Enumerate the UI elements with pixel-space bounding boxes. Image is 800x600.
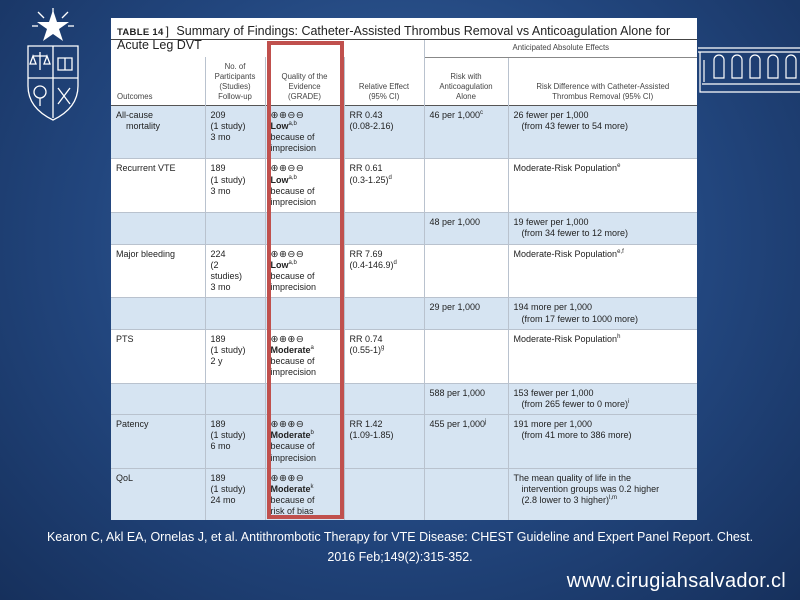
table-row: [111, 105, 697, 159]
table-row: [111, 298, 697, 329]
cell-participants: [205, 213, 265, 244]
relative-effect-line: [350, 175, 420, 186]
cell-relative-effect: [344, 213, 424, 244]
cell-quality: [265, 414, 344, 468]
table-row: [111, 329, 697, 383]
header-line: (Studies): [219, 81, 251, 91]
risk-difference-text: Moderate-Risk Population: [513, 248, 618, 259]
risk-difference-text: The mean quality of life in the: [513, 472, 632, 483]
risk-difference-line: [514, 473, 694, 484]
table-row: [111, 244, 697, 298]
cell-participants-line: 189: [210, 472, 226, 483]
header-line: Risk with: [450, 71, 482, 81]
cell-quality: [265, 213, 344, 244]
cell-risk-difference: [508, 159, 697, 213]
cell-participants: [205, 414, 265, 468]
risk-difference-text: Moderate-Risk Population: [513, 163, 618, 174]
header-participants: [205, 57, 265, 105]
cell-outcome-line: Major bleeding: [116, 248, 176, 259]
cell-outcome-line: PTS: [116, 333, 134, 344]
cell-participants: [205, 244, 265, 298]
cell-relative-effect: [344, 468, 424, 520]
cell-outcome: [111, 414, 205, 468]
header-outcomes: Outcomes: [111, 57, 205, 105]
grade-reason: because of: [270, 131, 315, 142]
footnote-marker: b: [310, 430, 314, 437]
relative-effect-text: (0.3-1.25): [349, 174, 389, 185]
cell-outcome-line: mortality: [126, 120, 161, 131]
cell-quality: [265, 468, 344, 520]
footnote-marker: g: [381, 344, 385, 351]
grade-level: [271, 260, 340, 271]
cell-participants-line: 3 mo: [210, 282, 231, 293]
cell-quality: [265, 105, 344, 159]
grade-reason: because of: [270, 356, 315, 367]
grade-level-text: Moderate: [270, 430, 311, 441]
footnote-marker: c: [480, 109, 484, 116]
relative-effect-text: RR 0.74: [349, 333, 383, 344]
header-line: Anticoagulation: [439, 81, 493, 91]
table-body: [111, 105, 697, 520]
header-line: No. of: [224, 61, 246, 71]
relative-effect-line: [350, 419, 420, 430]
risk-difference-text: 26 fewer per 1,000: [513, 109, 589, 120]
risk-difference-line: [514, 217, 694, 228]
header-line: Thrombus Removal (95% CI): [552, 91, 654, 101]
footnote-marker: k: [310, 483, 314, 490]
risk-difference-line: [514, 399, 694, 410]
header-risk-difference: [508, 57, 697, 105]
grade-reason: because of: [270, 495, 315, 506]
footnote-marker: a,b: [288, 174, 297, 181]
summary-table-panel: [111, 18, 697, 520]
table-row: [111, 159, 697, 213]
grade-level: [271, 345, 340, 356]
risk-difference-line: [514, 495, 694, 506]
table-row: [111, 383, 697, 414]
risk-difference-line: [514, 314, 694, 325]
cell-participants: [205, 468, 265, 520]
grade-reason: because of: [270, 185, 315, 196]
grade-reason: because of: [270, 270, 315, 281]
risk-difference-text: 194 more per 1,000: [513, 302, 593, 313]
grade-symbols: ⊕⊕⊕⊖: [270, 472, 305, 484]
relative-effect-text: (0.55-1): [349, 344, 382, 355]
header-line: Risk Difference with Catheter-Assisted: [536, 81, 670, 91]
table-number: TABLE 14: [117, 27, 164, 38]
relative-effect-text: (0.4-146.9): [349, 259, 394, 270]
footnote-marker: a,b: [288, 259, 297, 266]
header-spacer: [265, 40, 344, 57]
hospital-building-logo: [698, 38, 800, 94]
risk-text: 29 per 1,000: [429, 302, 481, 313]
cell-risk-difference: [508, 105, 697, 159]
grade-reason: imprecision: [270, 282, 317, 293]
risk-difference-line: [514, 302, 694, 313]
relative-effect-line: [350, 249, 420, 260]
header-line: Alone: [456, 91, 476, 101]
cell-participants-line: (1 study): [210, 344, 246, 355]
risk-difference-line: [514, 484, 694, 495]
cell-risk-difference: [508, 468, 697, 520]
risk-difference-line: [514, 163, 694, 174]
risk-difference-line: [514, 228, 694, 239]
risk-difference-text: (from 34 fewer to 12 more): [521, 228, 629, 239]
cell-participants: [205, 159, 265, 213]
cell-outcome-line: All-cause: [116, 109, 154, 120]
relative-effect-text: (0.08-2.16): [349, 120, 394, 131]
cell-outcome-line: Patency: [116, 418, 149, 429]
cell-risk-difference: [508, 244, 697, 298]
cell-risk-anticoagulation: [424, 468, 508, 520]
grade-level-text: Low: [270, 259, 289, 270]
grade-reason: imprecision: [270, 452, 317, 463]
grade-reason: imprecision: [270, 143, 317, 154]
cell-participants-line: 189: [210, 333, 226, 344]
cell-participants-line: 6 mo: [210, 441, 231, 452]
risk-difference-line: [514, 121, 694, 132]
risk-text: 588 per 1,000: [429, 387, 486, 398]
citation-line: 2016 Feb;149(2):315-352.: [327, 550, 473, 564]
cell-participants: [205, 105, 265, 159]
footnote-marker: l,m: [609, 495, 618, 502]
cell-quality: [265, 244, 344, 298]
grade-level-text: Moderate: [270, 344, 311, 355]
table-row: [111, 414, 697, 468]
cell-participants-line: (2: [210, 259, 219, 270]
relative-effect-text: RR 1.42: [349, 418, 383, 429]
risk-difference-text: (from 43 fewer to 54 more): [521, 120, 629, 131]
grade-level: [271, 121, 340, 132]
table-title: Summary of Findings: Catheter-Assisted Thrombus Removal vs Anticoagulation Alone for Acute Leg DVT: [117, 24, 671, 52]
cell-participants-line: (1 study): [210, 430, 246, 441]
grade-level-text: Low: [270, 174, 289, 185]
cell-risk-anticoagulation: [424, 298, 508, 329]
cell-risk-anticoagulation: [424, 414, 508, 468]
footnote-marker: j: [485, 418, 487, 425]
grade-symbols: ⊕⊕⊖⊖: [270, 248, 305, 260]
header-anticipated-effects: Anticipated Absolute Effects: [424, 40, 697, 57]
risk-difference-text: (2.8 lower to 3 higher): [521, 495, 610, 506]
header-line: Participants: [214, 71, 256, 81]
relative-effect-line: [350, 430, 420, 441]
risk-difference-line: [514, 419, 694, 430]
cell-risk-anticoagulation: [424, 329, 508, 383]
grade-level: [271, 175, 340, 186]
grade-level-text: Moderate: [270, 483, 311, 494]
cell-participants-line: 24 mo: [210, 495, 236, 506]
cell-quality: [265, 159, 344, 213]
risk-difference-text: Moderate-Risk Population: [513, 333, 618, 344]
relative-effect-text: RR 0.61: [349, 163, 383, 174]
risk-difference-text: 153 fewer per 1,000: [513, 387, 594, 398]
cell-relative-effect: [344, 298, 424, 329]
university-crest-logo: [18, 8, 88, 126]
cell-outcome: [111, 468, 205, 520]
header-quality: [265, 57, 344, 105]
cell-risk-anticoagulation: [424, 159, 508, 213]
risk-difference-line: [514, 430, 694, 441]
header-spacer: [205, 40, 265, 57]
relative-effect-line: [350, 110, 420, 121]
caption-separator: ]: [165, 24, 169, 38]
grade-reason: risk of bias: [270, 506, 314, 517]
grade-symbols: ⊕⊕⊕⊖: [270, 418, 305, 430]
grade-symbols: ⊕⊕⊖⊖: [270, 109, 305, 121]
cell-risk-difference: [508, 298, 697, 329]
relative-effect-text: RR 0.43: [349, 109, 383, 120]
grade-symbols: ⊕⊕⊕⊖: [270, 333, 305, 345]
header-line: Evidence: [288, 81, 321, 91]
risk-difference-line: [514, 388, 694, 399]
risk-text: 46 per 1,000: [429, 109, 481, 120]
risk-difference-text: (from 41 more to 386 more): [521, 430, 632, 441]
header-line: (95% CI): [368, 91, 400, 101]
risk-difference-line: [514, 110, 694, 121]
footnote-marker: a: [310, 344, 314, 351]
website-url: www.cirugiahsalvador.cl: [566, 570, 786, 592]
cell-participants-line: 209: [210, 109, 226, 120]
cell-risk-difference: [508, 383, 697, 414]
relative-effect-line: [350, 345, 420, 356]
grade-symbols: ⊕⊕⊖⊖: [270, 163, 305, 175]
header-line: Follow-up: [218, 91, 252, 101]
cell-participants-line: 2 y: [210, 356, 223, 367]
grade-level: [271, 430, 340, 441]
cell-relative-effect: [344, 244, 424, 298]
cell-participants: [205, 383, 265, 414]
footnote-marker: e,f: [617, 248, 624, 255]
risk-difference-text: 191 more per 1,000: [513, 418, 593, 429]
table-row: [111, 468, 697, 520]
cell-outcome: [111, 244, 205, 298]
relative-effect-line: [350, 260, 420, 271]
cell-relative-effect: [344, 329, 424, 383]
cell-outcome: [111, 329, 205, 383]
cell-quality: [265, 329, 344, 383]
citation: [10, 527, 790, 567]
header-line: (GRADE): [288, 91, 321, 101]
cell-relative-effect: [344, 159, 424, 213]
cell-participants-line: 224: [210, 248, 226, 259]
cell-risk-difference: [508, 329, 697, 383]
cell-risk-difference: [508, 414, 697, 468]
cell-relative-effect: [344, 383, 424, 414]
cell-outcome: [111, 298, 205, 329]
risk-difference-line: [514, 249, 694, 260]
cell-participants-line: 189: [210, 418, 226, 429]
risk-difference-text: (from 265 fewer to 0 more): [521, 398, 629, 409]
cell-risk-anticoagulation: [424, 383, 508, 414]
relative-effect-line: [350, 163, 420, 174]
grade-level: [271, 484, 340, 495]
header-line: Quality of the: [281, 71, 328, 81]
cell-participants-line: (1 study): [210, 120, 246, 131]
relative-effect-text: (1.09-1.85): [349, 430, 394, 441]
summary-of-findings-table: [111, 40, 697, 520]
relative-effect-text: RR 7.69: [349, 248, 383, 259]
cell-participants-line: 189: [210, 163, 226, 174]
cell-outcome-line: QoL: [116, 472, 134, 483]
cell-participants-line: (1 study): [210, 483, 246, 494]
cell-outcome: [111, 105, 205, 159]
relative-effect-line: [350, 334, 420, 345]
cell-participants: [205, 329, 265, 383]
header-spacer: [344, 40, 424, 57]
cell-risk-difference: [508, 213, 697, 244]
footnote-marker: e: [617, 163, 621, 170]
risk-text: 48 per 1,000: [429, 217, 481, 228]
header-line: Relative Effect: [358, 81, 410, 91]
risk-difference-text: 19 fewer per 1,000: [513, 217, 589, 228]
risk-text: 455 per 1,000: [429, 418, 486, 429]
cell-quality: [265, 298, 344, 329]
cell-outcome: [111, 159, 205, 213]
grade-reason: because of: [270, 441, 315, 452]
footnote-marker: d: [388, 174, 392, 181]
cell-participants-line: 3 mo: [210, 185, 231, 196]
footnote-marker: h: [617, 333, 621, 340]
cell-outcome: [111, 383, 205, 414]
cell-quality: [265, 383, 344, 414]
header-relative-effect: [344, 57, 424, 105]
footnote-marker: a,b: [288, 120, 297, 127]
cell-risk-anticoagulation: [424, 213, 508, 244]
cell-participants-line: studies): [210, 270, 243, 281]
cell-participants: [205, 298, 265, 329]
cell-outcome: [111, 213, 205, 244]
footnote-marker: d: [393, 259, 397, 266]
cell-relative-effect: [344, 414, 424, 468]
footnote-marker: i: [628, 398, 630, 405]
cell-outcome-line: Recurrent VTE: [116, 163, 176, 174]
header-risk-anticoagulation: [424, 57, 508, 105]
risk-difference-text: intervention groups was 0.2 higher: [521, 483, 660, 494]
cell-participants-line: (1 study): [210, 174, 246, 185]
cell-risk-anticoagulation: [424, 244, 508, 298]
relative-effect-line: [350, 121, 420, 132]
grade-reason: imprecision: [270, 367, 317, 378]
grade-reason: imprecision: [270, 196, 317, 207]
cell-risk-anticoagulation: [424, 105, 508, 159]
cell-relative-effect: [344, 105, 424, 159]
grade-level-text: Low: [270, 120, 289, 131]
table-row: [111, 213, 697, 244]
cell-participants-line: 3 mo: [210, 131, 231, 142]
risk-difference-text: (from 17 fewer to 1000 more): [521, 313, 639, 324]
citation-line: Kearon C, Akl EA, Ornelas J, et al. Antithrombotic Therapy for VTE Disease: CHEST Guideline and Expert Panel Report. Chest.: [46, 530, 754, 544]
risk-difference-line: [514, 334, 694, 345]
